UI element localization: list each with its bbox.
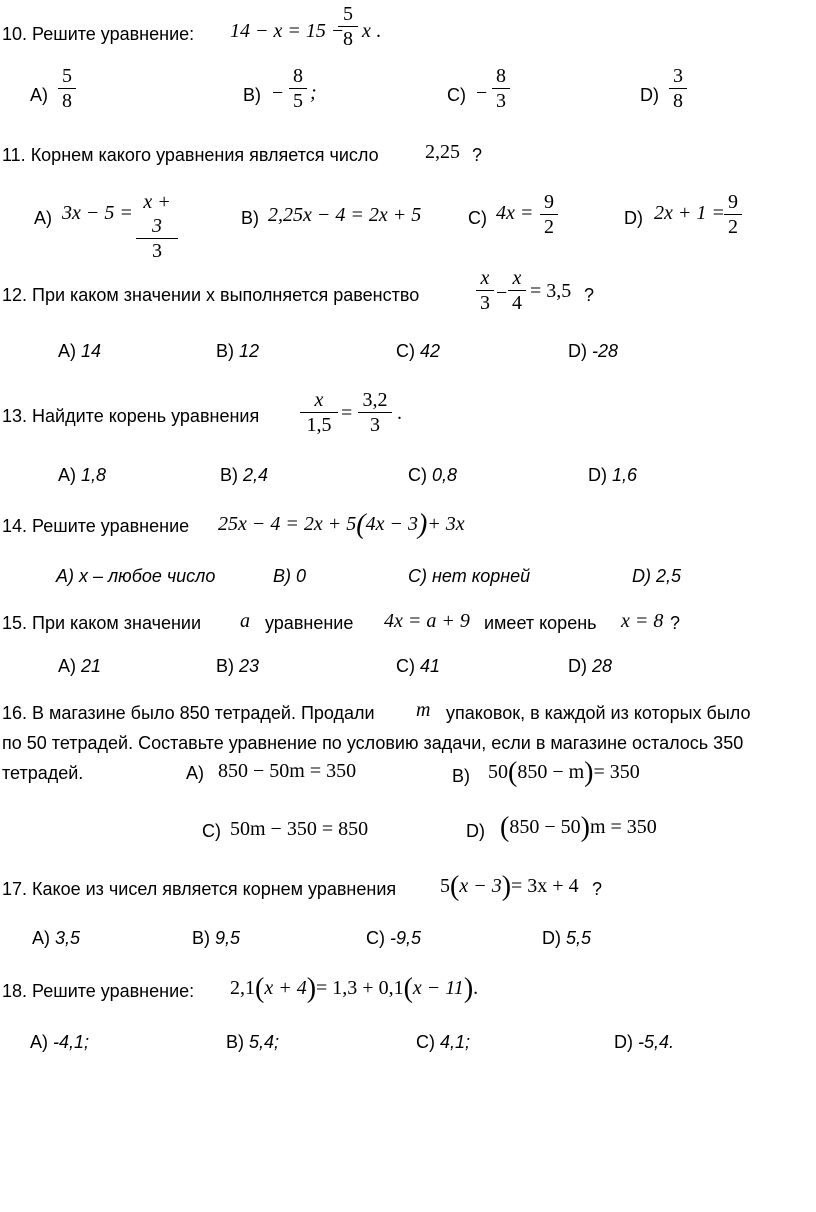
q18-inner1: x + 4 — [264, 977, 307, 999]
q12-option-d — [568, 341, 618, 362]
q12-f1-num: x — [480, 267, 490, 289]
q17-b-letter: B) — [192, 928, 210, 948]
q17-post: = 3x + 4 — [511, 875, 579, 897]
q15-option-a — [58, 656, 101, 677]
q16-line1a: 16. В магазине было 850 тетрадей. Продали — [2, 703, 375, 723]
q16-d-post: m = 350 — [589, 816, 657, 838]
q15-mid2: имеет корень — [484, 613, 597, 633]
q10-d-den: 8 — [673, 90, 683, 112]
q12-d-value: -28 — [592, 341, 619, 361]
q18-end: . — [473, 977, 479, 999]
q12-f2-num: x — [512, 267, 522, 289]
q11-label: 11. Корнем какого уравнения является число — [2, 145, 379, 165]
q13-a-value: 1,8 — [81, 465, 107, 485]
q10-a-den: 8 — [62, 90, 72, 112]
q17-a-letter: A) — [32, 928, 50, 948]
q18-a-letter: A) — [30, 1032, 48, 1052]
q18-a-value: -4,1; — [53, 1032, 90, 1052]
q18-pre: 2,1 — [230, 977, 255, 999]
q10-c-frac — [492, 64, 510, 113]
q17-option-d — [542, 928, 591, 949]
q13-b-value: 2,4 — [243, 465, 269, 485]
q15-b-letter: B) — [216, 656, 234, 676]
q11-a-den: 3 — [152, 240, 162, 262]
q13-option-c — [408, 465, 457, 486]
q13-frac-2 — [358, 388, 392, 437]
q18-option-b — [226, 1032, 279, 1053]
q11-number: 2,25 — [425, 141, 460, 163]
q13-f2-den: 3 — [370, 414, 380, 436]
q15-a-value: 21 — [81, 656, 102, 676]
q16-b-pre: 50 — [488, 761, 508, 783]
q16-option-a: A) — [186, 763, 204, 783]
q16-option-d: D) — [466, 821, 485, 841]
q10-end: . — [376, 20, 381, 42]
q11-option-d: D) — [624, 208, 643, 228]
q14-eq-part2: + 3x — [427, 513, 465, 535]
q10-label: 10. Решите уравнение: — [2, 24, 195, 44]
q11-option-c: C) — [468, 208, 487, 228]
q17-label: 17. Какое из чисел является корнем уравнения — [2, 879, 397, 899]
q15-variable: a — [240, 610, 250, 632]
q12-b-letter: B) — [216, 341, 234, 361]
q18-equation: 2,1(x + 4)= 1,3 + 0,1(x − 11). — [230, 973, 479, 1004]
q10-option-c: C) — [447, 85, 466, 105]
q12-c-value: 42 — [420, 341, 441, 361]
q10-fraction — [338, 2, 358, 51]
q16-line2: по 50 тетрадей. Составьте уравнение по условию задачи, если в магазине осталось 350 — [2, 733, 744, 753]
q17-c-value: -9,5 — [390, 928, 422, 948]
q10-b-frac — [289, 64, 307, 113]
q16-option-b: B) — [452, 766, 470, 786]
q11-c-left: 4x = — [496, 202, 534, 224]
q16-line1b: упаковок, в каждой из которых было — [446, 703, 751, 723]
q16-d-inner: 850 − 50 — [509, 816, 581, 838]
q14-eq-part1: 25x − 4 = 2x + 5 — [218, 513, 357, 535]
q11-a-frac — [136, 190, 178, 263]
q12-f2-den: 4 — [512, 292, 522, 314]
q10-d-frac — [669, 64, 687, 113]
q16-d-equation: (850 − 50)m = 350 — [500, 812, 657, 843]
q12-qmark: ? — [584, 285, 595, 305]
q13-option-b — [220, 465, 268, 486]
q12-minus: − — [496, 282, 508, 304]
q18-mid: = 1,3 + 0,1 — [316, 977, 404, 999]
q16-a-equation: 850 − 50m = 350 — [218, 760, 357, 782]
q10-c-sign: − — [476, 82, 488, 104]
q18-c-letter: C) — [416, 1032, 435, 1052]
q18-option-d — [614, 1032, 674, 1053]
q17-pre: 5 — [440, 875, 450, 897]
q16-b-inner: 850 − m — [517, 761, 585, 783]
q12-option-c — [396, 341, 440, 362]
q14-eq-inner: 4x − 3 — [365, 513, 418, 535]
q17-d-letter: D) — [542, 928, 561, 948]
q15-option-b — [216, 656, 259, 677]
q11-d-num: 9 — [728, 191, 738, 213]
q14-equation: 25x − 4 = 2x + 5(4x − 3)+ 3x — [218, 509, 465, 540]
q13-equals: = — [341, 402, 353, 424]
q18-c-value: 4,1; — [440, 1032, 471, 1052]
q10-equation-left: 14 − x = 15 − — [230, 20, 345, 42]
q18-inner2: x − 11 — [412, 977, 464, 999]
q11-c-den: 2 — [544, 216, 554, 238]
q12-a-value: 14 — [81, 341, 102, 361]
q10-a-num: 5 — [62, 65, 72, 87]
q14-option-a: A) x – любое число — [56, 566, 216, 586]
q10-d-num: 3 — [673, 65, 683, 87]
q10-b-sign: − — [272, 82, 284, 104]
q10-c-den: 3 — [496, 90, 506, 112]
q13-c-value: 0,8 — [432, 465, 458, 485]
q13-f2-num: 3,2 — [362, 389, 388, 411]
q14-option-b: B) 0 — [273, 566, 307, 586]
q11-c-num: 9 — [544, 191, 554, 213]
q17-option-c — [366, 928, 421, 949]
q14-option-d: D) 2,5 — [632, 566, 682, 586]
q18-label: 18. Решите уравнение: — [2, 981, 195, 1001]
q18-d-value: -5,4. — [638, 1032, 675, 1052]
q13-label: 13. Найдите корень уравнения — [2, 406, 260, 426]
q17-equation: 5(x − 3)= 3x + 4 — [440, 871, 579, 902]
q15-mid: уравнение — [265, 613, 354, 633]
q18-b-value: 5,4; — [249, 1032, 280, 1052]
q15-c-letter: C) — [396, 656, 415, 676]
q12-c-letter: C) — [396, 341, 415, 361]
q12-f1-den: 3 — [480, 292, 490, 314]
q13-f1-num: x — [314, 389, 324, 411]
q10-option-b: B) — [243, 85, 261, 105]
q12-b-value: 12 — [239, 341, 260, 361]
q12-frac-1 — [476, 266, 494, 315]
q10-b-den: 5 — [293, 90, 303, 112]
q11-a-left: 3x − 5 = — [62, 202, 133, 224]
q11-option-a: A) — [34, 208, 52, 228]
q18-b-letter: B) — [226, 1032, 244, 1052]
q17-c-letter: C) — [366, 928, 385, 948]
q18-option-a — [30, 1032, 89, 1053]
q17-b-value: 9,5 — [215, 928, 241, 948]
q11-c-frac — [540, 190, 558, 239]
q14-label: 14. Решите уравнение — [2, 516, 190, 536]
q10-a-frac — [58, 64, 76, 113]
q13-d-value: 1,6 — [612, 465, 638, 485]
q15-d-value: 28 — [592, 656, 613, 676]
q10-equation-right: x — [362, 20, 371, 42]
q12-d-letter: D) — [568, 341, 587, 361]
q12-option-a — [58, 341, 101, 362]
q13-d-letter: D) — [588, 465, 607, 485]
q10-c-num: 8 — [496, 65, 506, 87]
q13-f1-den: 1,5 — [306, 414, 332, 436]
q15-qmark: ? — [670, 613, 681, 633]
q10-option-d: D) — [640, 85, 659, 105]
q16-variable: m — [416, 699, 431, 721]
q17-option-b — [192, 928, 240, 949]
q11-a-num: x + 3 — [143, 191, 171, 237]
q17-option-a — [32, 928, 80, 949]
q15-c-value: 41 — [420, 656, 441, 676]
q11-b-equation: 2,25x − 4 = 2x + 5 — [268, 204, 422, 226]
q13-end: . — [397, 402, 402, 424]
q16-line3: тетрадей. — [2, 763, 84, 783]
q10-b-end: ; — [310, 82, 317, 104]
q17-a-value: 3,5 — [55, 928, 81, 948]
q17-d-value: 5,5 — [566, 928, 592, 948]
q11-qmark: ? — [472, 145, 483, 165]
q10-b-num: 8 — [293, 65, 303, 87]
q17-qmark: ? — [592, 879, 603, 899]
q15-label: 15. При каком значении — [2, 613, 202, 633]
q13-option-a — [58, 465, 106, 486]
q13-frac-1 — [300, 388, 338, 437]
q10-frac-den: 8 — [343, 28, 353, 50]
q16-c-equation: 50m − 350 = 850 — [230, 818, 369, 840]
q15-option-d — [568, 656, 612, 677]
q15-option-c — [396, 656, 440, 677]
q10-frac-num: 5 — [343, 3, 353, 25]
q17-inner: x − 3 — [459, 875, 502, 897]
q11-d-left: 2x + 1 = — [654, 202, 725, 224]
q12-frac-2 — [508, 266, 526, 315]
q16-b-equation: 50(850 − m)= 350 — [488, 757, 640, 788]
q12-rhs: = 3,5 — [530, 280, 572, 302]
q13-c-letter: C) — [408, 465, 427, 485]
q13-option-d — [588, 465, 637, 486]
q16-option-c: C) — [202, 821, 221, 841]
q15-root: x = 8 — [621, 610, 664, 632]
q16-b-post: = 350 — [593, 761, 640, 783]
q13-b-letter: B) — [220, 465, 238, 485]
q11-d-den: 2 — [728, 216, 738, 238]
q10-option-a: A) — [30, 85, 48, 105]
q18-option-c — [416, 1032, 470, 1053]
q11-option-b: B) — [241, 208, 259, 228]
q11-d-frac — [724, 190, 742, 239]
q15-a-letter: A) — [58, 656, 76, 676]
q12-label: 12. При каком значении x выполняется равенство — [2, 285, 420, 305]
q13-a-letter: A) — [58, 465, 76, 485]
q18-d-letter: D) — [614, 1032, 633, 1052]
q15-b-value: 23 — [239, 656, 260, 676]
q12-a-letter: A) — [58, 341, 76, 361]
q12-option-b — [216, 341, 259, 362]
q15-d-letter: D) — [568, 656, 587, 676]
q14-option-c: C) нет корней — [408, 566, 531, 586]
q15-equation: 4x = a + 9 — [384, 610, 470, 632]
